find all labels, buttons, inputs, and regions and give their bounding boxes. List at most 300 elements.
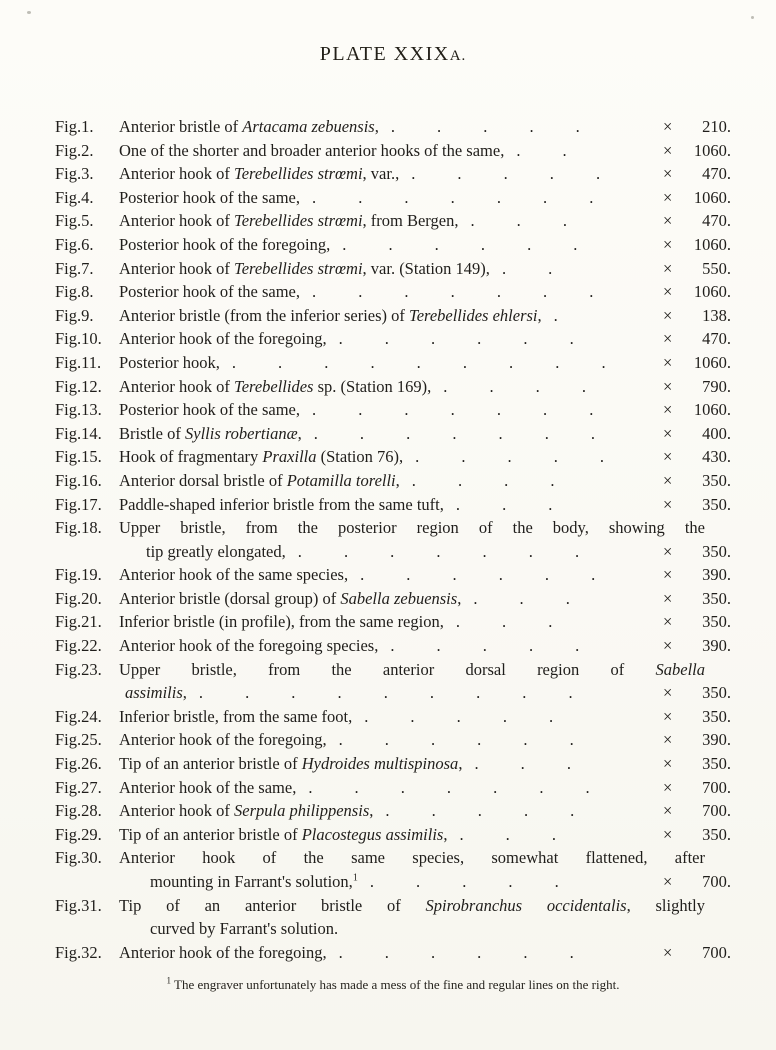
figure-label-column: [55, 587, 117, 611]
magnification-value: 350.: [702, 541, 731, 561]
figure-label: Fig.: [55, 234, 82, 254]
figure-label-column: [55, 186, 117, 210]
multiplication-sign: ×: [663, 140, 673, 160]
text-segment: curved by Farrant's solution.: [150, 919, 339, 939]
figure-number: 30.: [81, 848, 102, 868]
figure-line: [55, 115, 731, 139]
multiplication-sign: ×: [663, 612, 673, 632]
figure-line: [55, 540, 731, 564]
figure-label: Fig.: [55, 400, 82, 420]
text-segment: Anterior bristle (dorsal group) of: [119, 588, 341, 608]
figure-description: [119, 894, 731, 918]
figure-label: Fig.: [55, 352, 82, 372]
figure-number: 15.: [81, 447, 102, 467]
text-segment: ,: [458, 754, 463, 774]
figure-number: 14.: [81, 423, 102, 443]
multiplication-sign: ×: [663, 942, 673, 962]
species-name: Sabella zebuensis: [340, 588, 458, 608]
figure-number: 11.: [81, 352, 102, 372]
leader-dots: . . .: [455, 494, 553, 514]
figure-label-column: [55, 823, 117, 847]
magnification-value: 1060.: [693, 282, 731, 302]
figure-label-column: [55, 728, 117, 752]
figure-number: 25.: [81, 730, 102, 750]
figure-line: [55, 351, 731, 375]
figure-label: Fig.: [55, 942, 82, 962]
figure-number: 8.: [81, 282, 94, 302]
text-segment: Anterior hook of the same species,: [119, 565, 349, 585]
leader-dots: . . . . .: [390, 636, 580, 656]
text-segment: Posterior hook of the same,: [119, 282, 301, 302]
figure-label-column: [55, 681, 117, 705]
multiplication-sign: ×: [663, 754, 673, 774]
species-name: Serpula philippensis: [234, 801, 370, 821]
multiplication-sign: ×: [663, 588, 673, 608]
leader-dots: . . .: [474, 754, 571, 774]
figure-line: [55, 752, 731, 776]
magnification-value: 1060.: [693, 400, 731, 420]
text-segment: ,: [395, 470, 400, 490]
species-name: Terebellides ehlersi: [409, 305, 538, 325]
figure-label-column: [55, 375, 117, 399]
magnification-value: 550.: [702, 258, 731, 278]
figure-line: [55, 209, 731, 233]
figure-label-column: [55, 398, 117, 422]
text-segment: Posterior hook of the same,: [119, 400, 301, 420]
text-segment: ,: [369, 801, 374, 821]
figure-description: [119, 493, 444, 517]
figure-label: Fig.: [55, 187, 82, 207]
figure-description: [119, 823, 447, 847]
magnification-value: 470.: [702, 329, 731, 349]
species-name: Terebellides: [234, 376, 314, 396]
text-segment: Paddle-shaped inferior bristle from the same tuft,: [119, 494, 444, 514]
figure-description: [119, 681, 187, 705]
magnification-value: 700.: [702, 777, 731, 797]
text-segment: Tip of an anterior bristle of: [119, 754, 302, 774]
multiplication-sign: ×: [663, 683, 673, 703]
magnification-value: 1060.: [693, 234, 731, 254]
figure-number: 9.: [81, 305, 94, 325]
figure-label: Fig.: [55, 848, 82, 868]
figure-line: [55, 327, 731, 351]
magnification-value: 470.: [702, 211, 731, 231]
figure-description: [119, 728, 327, 752]
figure-number: 1.: [81, 117, 94, 136]
figure-line: [55, 469, 731, 493]
magnification-value: 790.: [702, 376, 731, 396]
magnification-value: 1060.: [693, 187, 731, 207]
text-segment: Bristle of: [119, 423, 185, 443]
figure-number: 16.: [81, 470, 102, 490]
figure-description: [119, 115, 379, 139]
text-segment: (Station 76),: [316, 447, 404, 467]
figure-number: 3.: [81, 164, 94, 184]
figure-number: 13.: [81, 400, 102, 420]
text-segment: Anterior hook of the foregoing species,: [119, 636, 379, 656]
figure-label: Fig.: [55, 329, 82, 349]
figure-line: [55, 493, 731, 517]
figure-label-column: [55, 799, 117, 823]
figure-description: [119, 587, 461, 611]
multiplication-sign: ×: [663, 872, 673, 891]
text-segment: sp. (Station 169),: [313, 376, 432, 396]
figure-line: [55, 846, 731, 870]
magnification-value: 350.: [702, 470, 731, 490]
magnification-value: 1060.: [693, 352, 731, 372]
text-segment: Upper bristle, from the anterior dorsal region of: [119, 659, 656, 679]
text-segment: , from Bergen,: [362, 211, 459, 231]
figure-description: [119, 941, 327, 965]
figure-label-column: [55, 469, 117, 493]
figure-label: Fig.: [55, 494, 82, 514]
text-segment: Hook of fragmentary: [119, 447, 263, 467]
multiplication-sign: ×: [663, 824, 673, 844]
text-segment: , var.,: [362, 164, 400, 184]
figure-label: Fig.: [55, 258, 82, 278]
figure-number: 26.: [81, 754, 102, 774]
figure-description: [119, 422, 302, 446]
figure-number: 5.: [81, 211, 94, 231]
figure-description: [119, 469, 400, 493]
magnification-value: 390.: [702, 636, 731, 656]
figure-label-column: [55, 445, 117, 469]
text-segment: Posterior hook of the foregoing,: [119, 234, 331, 254]
figure-label: Fig.: [55, 518, 82, 538]
figure-description: [119, 658, 731, 682]
figure-line: [55, 941, 731, 965]
figure-label: Fig.: [55, 470, 82, 490]
text-segment: Anterior hook of: [119, 801, 235, 821]
magnification-value: 350.: [702, 588, 731, 608]
figure-label: Fig.: [55, 588, 82, 608]
figure-description: [119, 563, 348, 587]
figure-description: [119, 776, 296, 800]
figure-description: [119, 233, 330, 257]
leader-dots: . . . . . . .: [313, 423, 596, 443]
figure-number: 2.: [81, 140, 94, 160]
figure-label: Fig.: [55, 305, 82, 325]
figure-label-column: [55, 280, 117, 304]
figure-label: Fig.: [55, 612, 82, 632]
figure-description: [119, 705, 352, 729]
text-segment: tip greatly elongated,: [146, 541, 286, 561]
figure-label-column: [55, 327, 117, 351]
figure-description: [119, 351, 220, 375]
multiplication-sign: ×: [663, 730, 673, 750]
text-segment: Tip of an anterior bristle of: [119, 895, 426, 915]
figure-line: [55, 917, 731, 941]
multiplication-sign: ×: [663, 187, 673, 207]
figure-line: [55, 375, 731, 399]
multiplication-sign: ×: [663, 447, 673, 467]
multiplication-sign: ×: [663, 352, 673, 372]
multiplication-sign: ×: [663, 565, 673, 585]
figure-label: Fig.: [55, 824, 82, 844]
figure-label-column: [55, 304, 117, 328]
text-segment: ,: [443, 824, 448, 844]
leader-dots: . . . . .: [390, 117, 580, 136]
figure-label-column: [55, 846, 117, 870]
figure-number: 19.: [81, 565, 102, 585]
figure-line: [55, 445, 731, 469]
figure-line: [55, 610, 731, 634]
text-segment: Anterior hook of: [119, 211, 235, 231]
figure-label-column: [55, 658, 117, 682]
figure-line: [55, 398, 731, 422]
figure-line: [55, 634, 731, 658]
plate-title-suffix: A.: [449, 48, 467, 64]
text-segment: Anterior hook of the foregoing,: [119, 730, 327, 750]
figure-number: 31.: [81, 895, 102, 915]
figure-number: 22.: [81, 636, 102, 656]
figure-number: 29.: [81, 824, 102, 844]
leader-dots: . . . . . . . . .: [198, 683, 573, 703]
multiplication-sign: ×: [663, 470, 673, 490]
figure-description: [119, 257, 490, 281]
text-segment: Anterior hook of the same species, somewhat flattened, after: [119, 848, 705, 868]
figure-description: [119, 304, 542, 328]
figure-number: 23.: [81, 659, 102, 679]
multiplication-sign: ×: [663, 211, 673, 231]
leader-dots: . . . .: [443, 376, 587, 396]
figure-label-column: [55, 493, 117, 517]
figure-line: [55, 186, 731, 210]
figure-line: [55, 870, 731, 894]
plate-title: [55, 42, 731, 68]
multiplication-sign: ×: [663, 636, 673, 656]
figure-description: [119, 752, 462, 776]
leader-dots: . . . . . .: [360, 565, 596, 585]
leader-dots: .: [553, 305, 558, 325]
leader-dots: . . . . . . .: [312, 282, 594, 302]
figure-label-column: [55, 162, 117, 186]
figure-line: [55, 776, 731, 800]
leader-dots: . . . . . . .: [312, 400, 594, 420]
leader-dots: . . . .: [411, 470, 555, 490]
multiplication-sign: ×: [663, 305, 673, 325]
magnification-value: 350.: [702, 824, 731, 844]
figure-line: [55, 705, 731, 729]
figure-label: Fig.: [55, 282, 82, 302]
figure-number: 12.: [81, 376, 102, 396]
figure-number: 24.: [81, 706, 102, 726]
figure-label-column: [55, 233, 117, 257]
leader-dots: . . . . . .: [338, 942, 574, 962]
species-name: Spirobranchus occidentalis: [425, 895, 627, 915]
magnification-value: 470.: [702, 164, 731, 184]
figure-number: 20.: [81, 588, 102, 608]
text-segment: Anterior bristle (from the inferior series) of: [119, 305, 410, 325]
figure-number: 21.: [81, 612, 102, 632]
figure-label: Fig.: [55, 140, 82, 160]
magnification-value: 1060.: [693, 140, 731, 160]
figure-line: [55, 280, 731, 304]
figure-description: [119, 280, 300, 304]
figure-label: Fig.: [55, 423, 82, 443]
species-name: Potamilla torelli: [286, 470, 396, 490]
multiplication-sign: ×: [663, 541, 673, 561]
multiplication-sign: ×: [663, 400, 673, 420]
figure-label-column: [55, 563, 117, 587]
footnote-text: The engraver unfortunately has made a mess of the fine and regular lines on the right.: [174, 977, 620, 993]
figure-label-column: [55, 634, 117, 658]
text-segment: ,: [457, 588, 462, 608]
figure-line: [55, 894, 731, 918]
magnification-value: 390.: [702, 730, 731, 750]
leader-dots: . . .: [455, 612, 553, 632]
figure-description: [119, 445, 403, 469]
magnification-value: 350.: [702, 706, 731, 726]
figure-label: Fig.: [55, 117, 82, 136]
figure-description: [119, 917, 731, 941]
species-name: Praxilla: [262, 447, 317, 467]
figure-description: [119, 162, 399, 186]
figure-description: [119, 327, 327, 351]
plate-title-main: PLATE XXIX: [319, 43, 450, 65]
species-name: assimilis: [125, 683, 183, 703]
figure-label: Fig.: [55, 895, 82, 915]
multiplication-sign: ×: [663, 258, 673, 278]
figure-description: [119, 540, 286, 564]
figure-number: 32.: [81, 942, 102, 962]
figure-label: Fig.: [55, 730, 82, 750]
figure-description: [119, 186, 300, 210]
figure-label-column: [55, 351, 117, 375]
figure-label-column: [55, 894, 117, 918]
species-name: Syllis robertianæ: [185, 423, 298, 443]
figure-label: Fig.: [55, 754, 82, 774]
figure-description: [119, 634, 378, 658]
magnification-value: 390.: [702, 565, 731, 585]
multiplication-sign: ×: [663, 329, 673, 349]
figure-label: Fig.: [55, 565, 82, 585]
figure-label: Fig.: [55, 447, 82, 467]
text-segment: Upper bristle, from the posterior region of the body, showing the: [119, 518, 705, 538]
footnote-reference: 1: [352, 872, 358, 884]
figure-number: 27.: [81, 777, 102, 797]
text-segment: ,: [374, 117, 379, 136]
figure-line: [55, 233, 731, 257]
figure-label: Fig.: [55, 801, 82, 821]
leader-dots: . .: [501, 258, 553, 278]
figure-number: 18.: [81, 518, 102, 538]
figure-label: Fig.: [55, 777, 82, 797]
text-segment: Inferior bristle (in profile), from the same region,: [119, 612, 444, 632]
species-name: Hydroides multispinosa: [301, 754, 459, 774]
text-segment: Anterior hook of: [119, 258, 235, 278]
leader-dots: . . .: [473, 588, 570, 608]
figure-description: [119, 375, 431, 399]
magnification-value: 350.: [702, 494, 731, 514]
figure-number: 7.: [81, 258, 94, 278]
species-name: Artacama zebuensis: [242, 117, 375, 136]
magnification-value: 350.: [702, 612, 731, 632]
leader-dots: . . . . .: [415, 447, 605, 467]
multiplication-sign: ×: [663, 117, 673, 136]
leader-dots: . . . . . . .: [308, 777, 590, 797]
magnification-value: 350.: [702, 683, 731, 703]
figure-number: 4.: [81, 187, 94, 207]
figure-description: [119, 610, 444, 634]
scan-speck: [27, 11, 31, 14]
species-name: Placostegus assimilis: [301, 824, 444, 844]
figure-description: [119, 516, 731, 540]
leader-dots: . . . . . . .: [312, 187, 594, 207]
species-name: Sabella: [655, 659, 705, 679]
text-segment: Anterior hook of: [119, 164, 235, 184]
multiplication-sign: ×: [663, 234, 673, 254]
text-segment: One of the shorter and broader anterior hooks of the same,: [119, 140, 505, 160]
scan-speck: [751, 16, 754, 19]
figure-label: Fig.: [55, 659, 82, 679]
figure-line: [55, 823, 731, 847]
magnification-value: 430.: [702, 447, 731, 467]
figure-line: [55, 658, 731, 682]
text-segment: , var. (Station 149),: [362, 258, 490, 278]
figure-line: [55, 563, 731, 587]
figure-number: 28.: [81, 801, 102, 821]
figure-description: [119, 799, 373, 823]
figure-list: [55, 115, 731, 964]
figure-label-column: [55, 870, 117, 894]
text-segment: , slightly: [626, 895, 705, 915]
figure-label-column: [55, 705, 117, 729]
multiplication-sign: ×: [663, 777, 673, 797]
figure-label-column: [55, 610, 117, 634]
multiplication-sign: ×: [663, 494, 673, 514]
leader-dots: . . . . .: [411, 164, 601, 184]
multiplication-sign: ×: [663, 376, 673, 396]
figure-label-column: [55, 941, 117, 965]
text-segment: Anterior hook of the same,: [119, 777, 297, 797]
multiplication-sign: ×: [663, 164, 673, 184]
footnote-marker: 1: [166, 976, 172, 987]
text-segment: Tip of an anterior bristle of: [119, 824, 302, 844]
leader-dots: . . . . . . .: [297, 541, 580, 561]
figure-line: [55, 257, 731, 281]
species-name: Terebellides strœmi: [234, 211, 363, 231]
text-segment: Anterior hook of the foregoing,: [119, 329, 327, 349]
figure-line: [55, 162, 731, 186]
figure-label-column: [55, 516, 117, 540]
figure-line: [55, 799, 731, 823]
multiplication-sign: ×: [663, 282, 673, 302]
figure-label-column: [55, 139, 117, 163]
figure-number: 10.: [81, 329, 102, 349]
figure-line: [55, 422, 731, 446]
figure-number: 6.: [81, 234, 94, 254]
figure-description: [119, 139, 504, 163]
multiplication-sign: ×: [663, 706, 673, 726]
leader-dots: . . . . .: [369, 872, 559, 891]
leader-dots: . . .: [459, 824, 556, 844]
multiplication-sign: ×: [663, 423, 673, 443]
figure-label-column: [55, 917, 117, 941]
leader-dots: . . . . . .: [338, 730, 574, 750]
text-segment: Anterior dorsal bristle of: [119, 470, 287, 490]
figure-line: [55, 304, 731, 328]
leader-dots: . . . . . . . . .: [231, 352, 606, 372]
figure-line: [55, 139, 731, 163]
figure-number: 17.: [81, 494, 102, 514]
magnification-value: 400.: [702, 423, 731, 443]
text-segment: Inferior bristle, from the same foot,: [119, 706, 353, 726]
multiplication-sign: ×: [663, 801, 673, 821]
magnification-value: 350.: [702, 754, 731, 774]
magnification-value: 700.: [702, 942, 731, 962]
species-name: Terebellides strœmi: [234, 258, 363, 278]
